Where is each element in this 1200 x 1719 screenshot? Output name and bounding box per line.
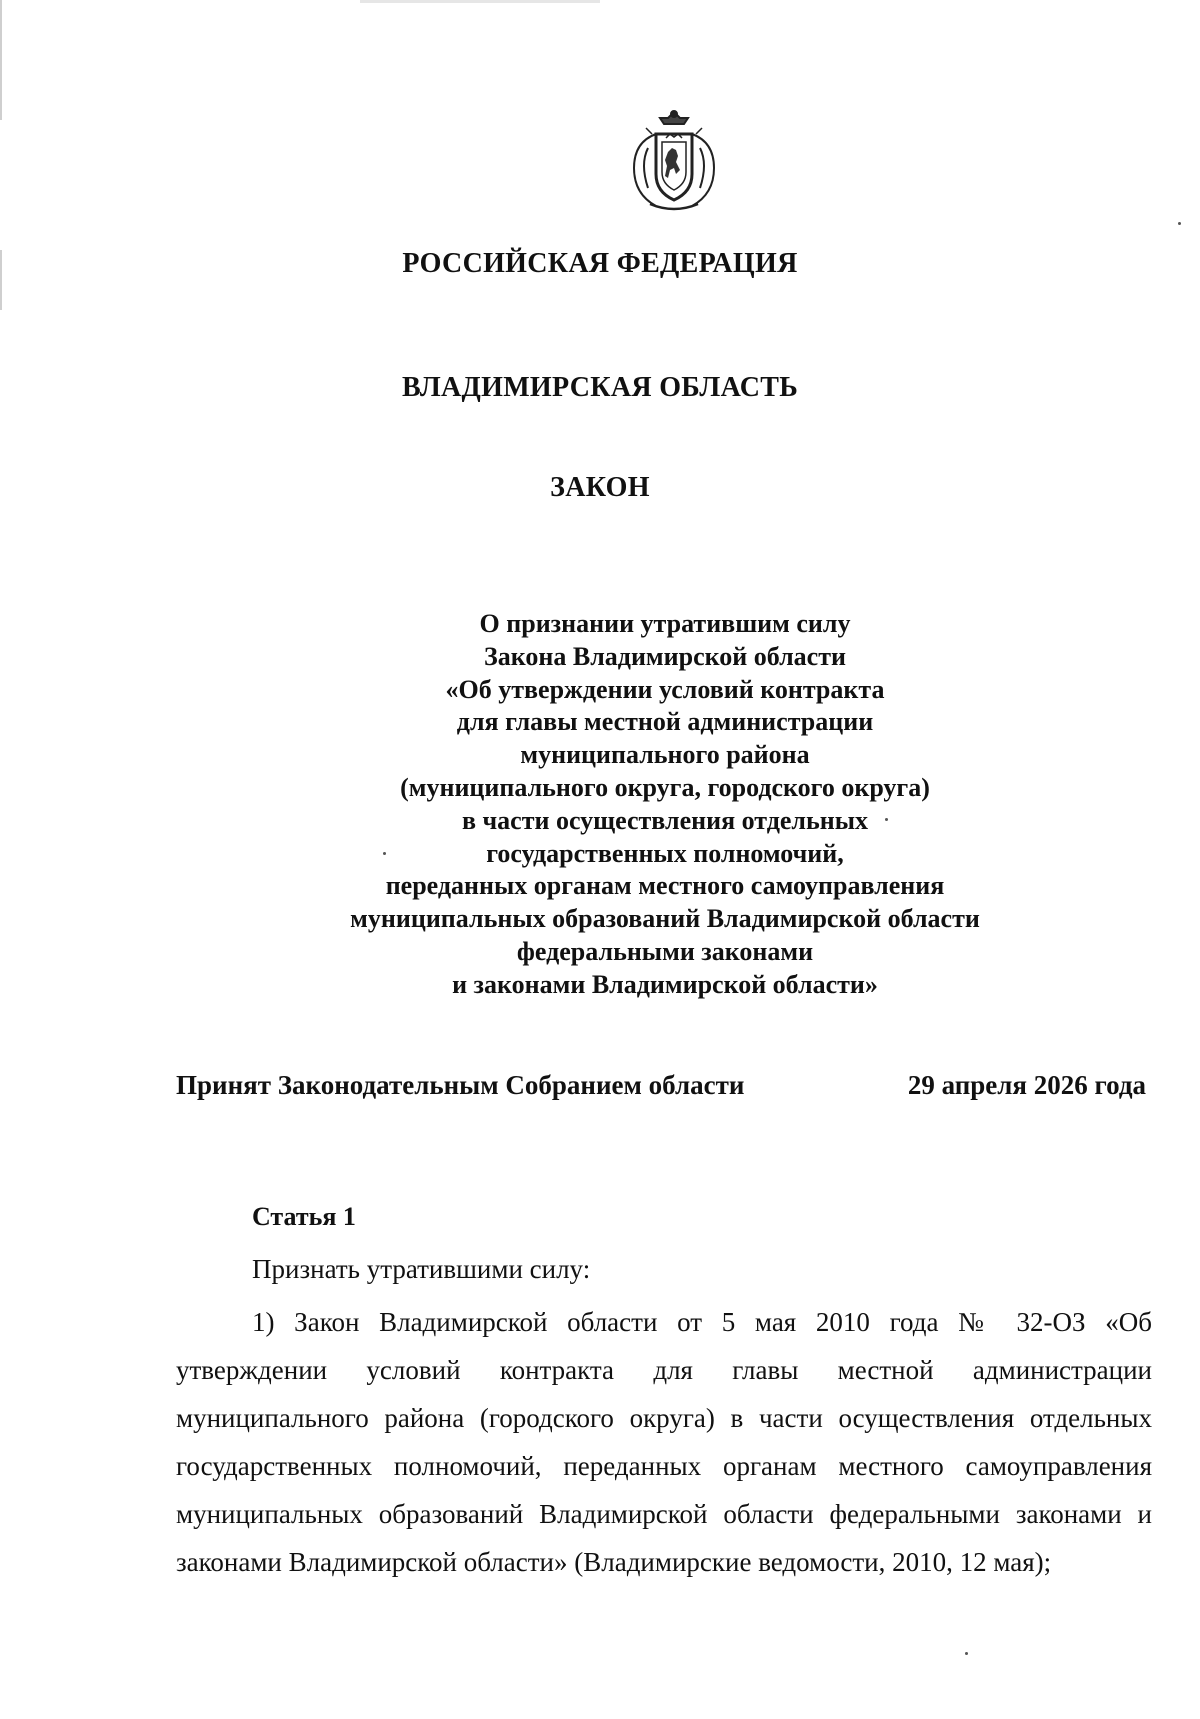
adoption-line [176,1070,1146,1101]
adoption-date: 29 апреля 2026 года [907,1070,1146,1100]
coat-of-arms-icon [626,108,722,216]
law-title-line: государственных полномочий, [486,838,844,868]
scan-speck [1178,222,1181,225]
article-intro: Признать утратившими силу: [252,1254,591,1284]
doc-type-heading: ЗАКОН [550,472,650,503]
scan-edge-mark [0,0,2,120]
law-title-line: федеральными законами [516,936,814,966]
article-item: 1) Закон Владимирской области от 5 мая 2010 года № 32-ОЗ «Об утверждении условий контракта для главы местной администрации муниципального района (городского округа) в части осуществления отдельных государственных полномочий, переданных органам местного самоуправления муниципальных образований Владимирской области федеральными законами и законами Владимирской области» (Владимирские ведомости, 2010, 12 мая); [176,1307,1152,1577]
law-title-line: Закона Владимирской области [484,641,846,671]
scan-speck [885,818,888,821]
law-title-line: в части осуществления отдельных [461,805,869,835]
law-title-line: «Об утверждении условий контракта [445,674,885,704]
article-title: Статья 1 [252,1202,356,1231]
region-heading: ВЛАДИМИРСКАЯ ОБЛАСТЬ [401,372,799,403]
law-title-line: О признании утратившим силу [479,609,851,638]
scan-smudge [360,0,600,3]
law-title-line: и законами Владимирской области» [452,969,878,999]
law-title-line: переданных органам местного самоуправления [385,871,945,901]
law-title [0,608,1200,1002]
scan-speck [965,1652,968,1655]
law-title-line: для главы местной администрации [456,707,874,737]
country-heading: РОССИЙСКАЯ ФЕДЕРАЦИЯ [402,248,798,279]
law-title-line: муниципальных образований Владимирской области [350,904,980,934]
law-title-line: (муниципального округа, городского округа) [400,772,930,802]
adoption-label: Принят Законодательным Собранием области [176,1070,745,1100]
scan-speck [383,852,386,855]
law-title-line: муниципального района [520,740,810,770]
